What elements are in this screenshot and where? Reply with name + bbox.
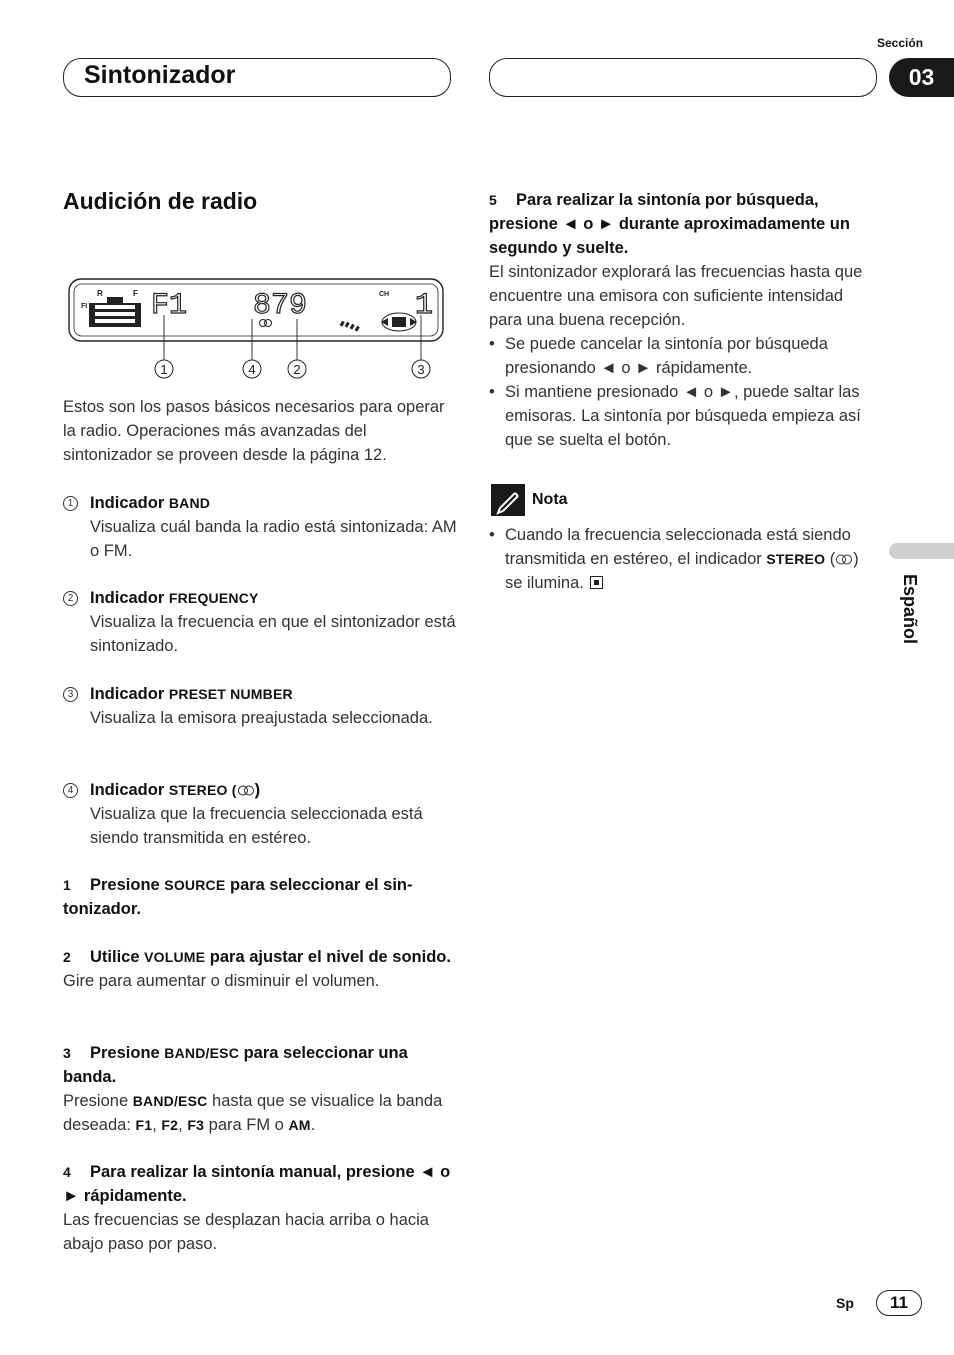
indicator-desc: Visualiza la frecuencia en que el sintonizador está sintonizado.: [90, 613, 456, 655]
page-number: 11: [876, 1290, 922, 1316]
intro-paragraph: Estos son los pasos básicos necesarios para operar la radio. Operaciones más avanzadas del sintonizador se proveen desde la página 12.: [63, 398, 445, 464]
indicator-number: 3: [63, 687, 78, 702]
step-body: Gire para aumentar o disminuir el volumen.: [63, 972, 380, 990]
callout-label-1: 1: [160, 362, 168, 377]
section-badge: 03: [889, 58, 954, 97]
step-1: 1 Presione SOURCE para seleccionar el sin-tonizador.: [63, 876, 413, 918]
indicator-band: 1 Indicador BAND Visualiza cuál banda la radio está sintonizada: AM o FM.: [63, 491, 458, 563]
language-tab: [889, 543, 954, 559]
language-label: Español: [900, 574, 920, 645]
svg-text:FI: FI: [81, 303, 88, 310]
step5-bullet: • Se puede cancelar la sintonía por búsqueda presionando ◄ o ► rápidamente.: [489, 335, 828, 377]
indicator-stereo: 4 Indicador STEREO ( ) Visualiza que la frecuencia seleccionada está siendo transmitida en estéreo.: [63, 778, 458, 850]
note-title: Nota: [532, 491, 568, 508]
indicator-frequency: 2 Indicador FREQUENCY Visualiza la frecuencia en que el sintonizador está sintonizado.: [63, 586, 458, 658]
stereo-icon: [237, 785, 255, 796]
footer-language-code: Sp: [836, 1295, 854, 1311]
step-body: Presione BAND/ESC hasta que se visualice la banda deseada: F1, F2, F3 para FM o AM.: [63, 1092, 443, 1134]
step-3: 3 Presione BAND/ESC para seleccionar una banda. Presione BAND/ESC hasta que se visualice la banda deseada: F1, F2, F3 para FM o AM.: [63, 1041, 458, 1137]
step-4: 4 Para realizar la sintonía manual, presione ◄ o ► rápidamente. Las frecuencias se desplazan hacia arriba o hacia abajo paso por paso.: [63, 1160, 458, 1256]
indicator-desc: Visualiza que la frecuencia seleccionada está siendo transmitida en estéreo.: [90, 805, 423, 847]
indicator-desc: Visualiza cuál banda la radio está sintonizada: AM o FM.: [90, 518, 457, 560]
section-label: Sección: [877, 36, 924, 50]
indicator-number: 2: [63, 591, 78, 606]
note-pencil-icon: [491, 484, 525, 516]
step-2: 2 Utilice VOLUME para ajustar el nivel de sonido. Gire para aumentar o disminuir el volumen.: [63, 945, 458, 993]
svg-text:F: F: [133, 289, 138, 298]
indicator-number: 4: [63, 783, 78, 798]
frequency-readout: 879: [253, 289, 308, 323]
step-body: El sintonizador explorará las frecuencias hasta que encuentre una emisora con suficiente intensidad para una buena recepción.: [489, 263, 863, 329]
step-body: Las frecuencias se desplazan hacia arriba o hacia abajo paso por paso.: [63, 1211, 429, 1253]
step5-bullet: • Si mantiene presionado ◄ o ►, puede saltar las emisoras. La sintonía por búsqueda empieza así que se suelta el botón.: [489, 383, 861, 449]
stereo-icon: [835, 554, 853, 565]
note-bullet: • Cuando la frecuencia seleccionada está siendo transmitida en estéreo, el indicador STEREO ( ) se ilumina.: [489, 526, 859, 592]
signal-strength-icon: [340, 321, 360, 332]
preset-readout: 1: [415, 289, 434, 323]
svg-text:R: R: [97, 289, 103, 298]
header-blank-frame: [489, 58, 877, 97]
ch-label: CH: [379, 291, 390, 298]
end-mark-icon: [590, 576, 603, 589]
page-title: Sintonizador: [84, 61, 236, 89]
callout-label-3: 3: [417, 362, 425, 377]
callout-label-2: 2: [293, 362, 301, 377]
band-graphic-icon: [89, 297, 141, 327]
band-readout: F1: [151, 289, 188, 323]
seek-arrows-icon: [381, 313, 417, 331]
indicator-desc: Visualiza la emisora preajustada seleccionada.: [90, 709, 433, 727]
radio-display-diagram: [63, 275, 448, 385]
callout-label-4: 4: [248, 362, 256, 377]
indicator-preset-number: 3 Indicador PRESET NUMBER Visualiza la emisora preajustada seleccionada.: [63, 682, 458, 730]
section-heading: Audición de radio: [63, 188, 258, 214]
step-5: 5 Para realizar la sintonía por búsqueda, presione ◄ o ► durante aproximadamente un segundo y suelte. El sintonizador explorará las frecuencias hasta que encuentre una emisora con suficiente intensidad para una buena recepción.: [489, 188, 879, 332]
indicator-number: 1: [63, 496, 78, 511]
